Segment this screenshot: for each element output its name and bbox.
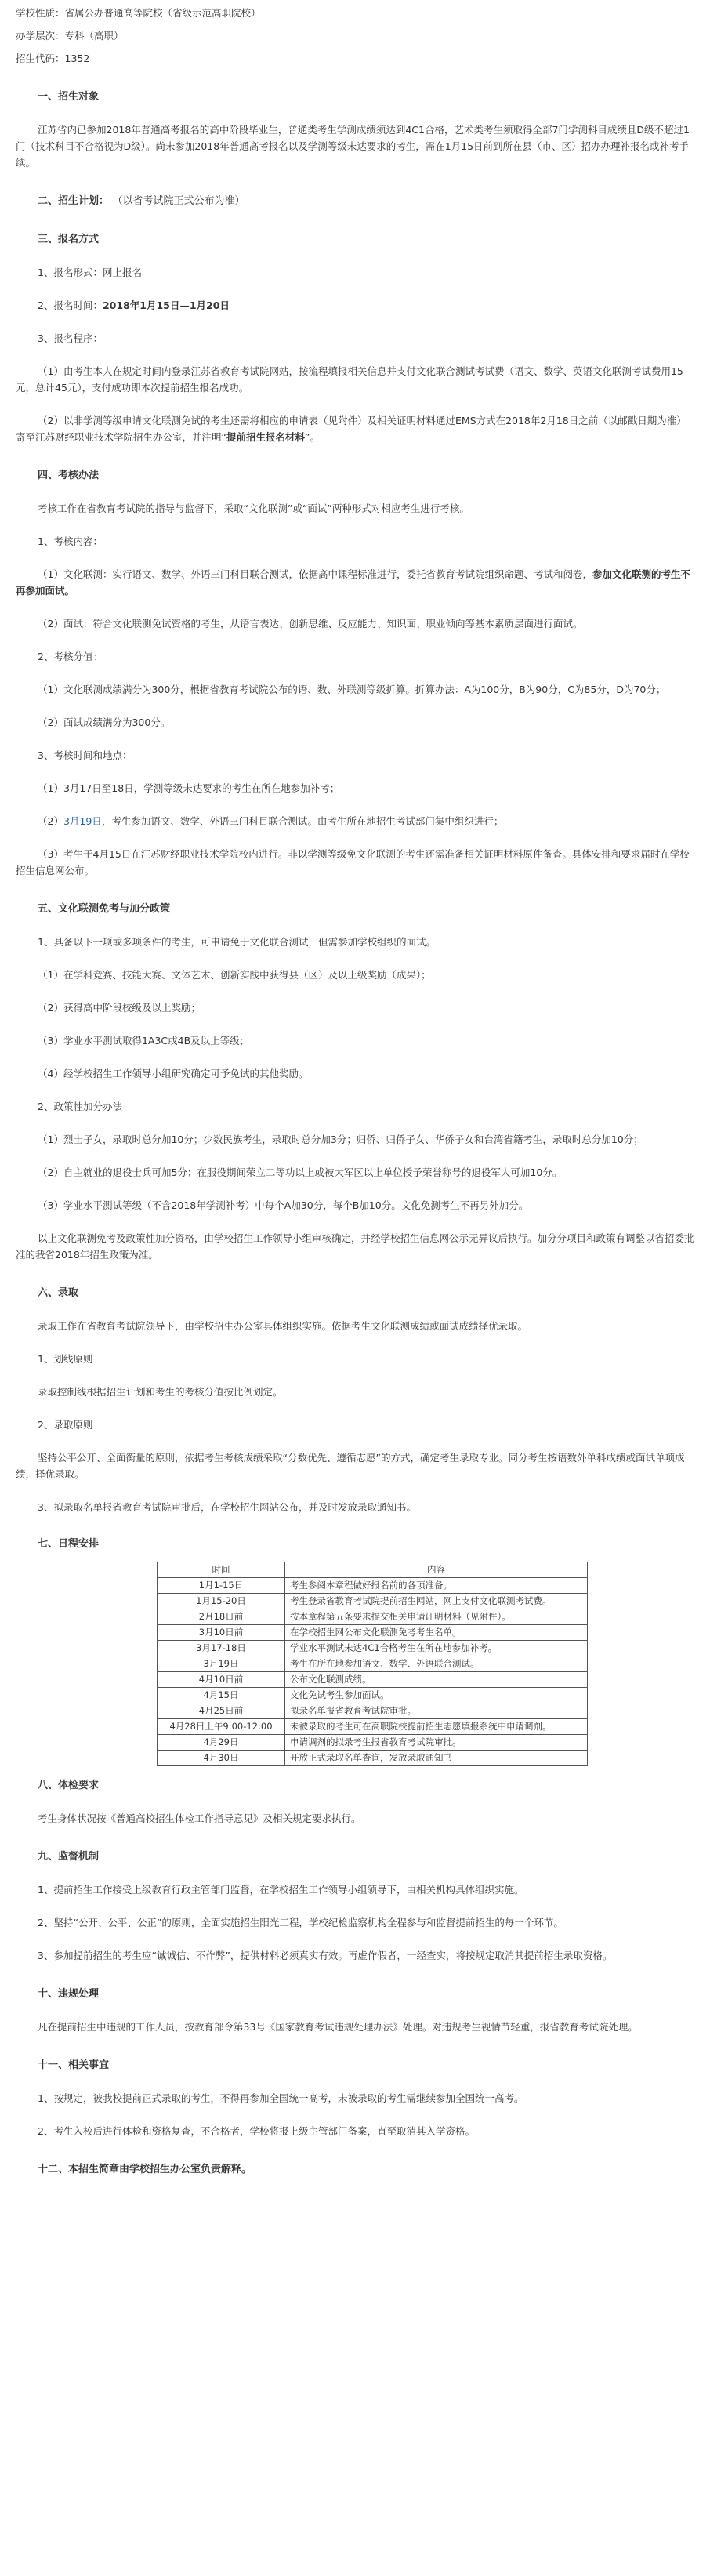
schedule-row (158, 1703, 588, 1719)
plan-title: 二、招生计划： (38, 195, 110, 207)
admission-list: 3、拟录取名单报省教育考试院审批后，在学校招生网站公布，并及时发放录取通知书。 (38, 1501, 416, 1513)
schedule-content: 考生参阅本章程做好报名前的各项准备。 (285, 1578, 588, 1594)
schedule-content: 按本章程第五条要求提交相关申请证明材料（见附件）。 (285, 1609, 588, 1625)
matters-2: 2、考生入校后进行体检和资格复查，不合格者，学校将报上级主管部门备案，直至取消其入学资格。 (38, 2125, 475, 2137)
school-code: 招生代码：1352 (16, 53, 90, 64)
schedule-time: 4月30日 (158, 1751, 285, 1766)
assessment-time-3: （3）考生于4月15日在江苏财经职业技术学院校内进行。非以学测等级免文化联测的考生还需准备相关证明材料原件备查。具体安排和要求届时在学校招生信息网公布。 (16, 848, 690, 876)
section-title-admission: 六、录取 (38, 1287, 79, 1299)
schedule-row (158, 1641, 588, 1656)
schedule-header-content: 内容 (285, 1562, 588, 1578)
schedule-time: 4月28日上午9:00-12:00 (158, 1719, 285, 1735)
schedule-header-row (158, 1562, 588, 1578)
supervision-2: 2、坚持“公开、公平、公正”的原则，全面实施招生阳光工程，学校纪检监察机构全程参与和监督提前招生的每一个环节。 (38, 1917, 563, 1928)
schedule-row (158, 1656, 588, 1672)
assessment-time-2-prefix: （2） (38, 815, 63, 827)
schedule-content: 考生在所在地参加语文、数学、外语联合测试。 (285, 1656, 588, 1672)
exemption-intro: 1、具备以下一项或多项条件的考生，可申请免于文化联合测试，但需参加学校组织的面试。 (38, 936, 436, 948)
section-title-violations: 十、违规处理 (38, 1988, 100, 2000)
schedule-time: 3月17-18日 (158, 1641, 285, 1656)
registration-step-2-bold: 提前招生报名材料 (226, 431, 305, 443)
exemption-item-4: （4）经学校招生工作领导小组研究确定可予免试的其他奖励。 (38, 1068, 309, 1079)
registration-time-value: 2018年1月15日—1月20日 (102, 299, 230, 311)
section-title-health: 八、体检要求 (38, 1780, 100, 1791)
schedule-row (158, 1751, 588, 1766)
assessment-content-2: （2）面试：符合文化联测免试资格的考生，从语言表达、创新思维、反应能力、知识面、职业倾向等基本素质层面进行面试。 (38, 618, 583, 629)
exemption-item-2: （2）获得高中阶段校级及以上奖励； (38, 1002, 201, 1014)
school-level: 办学层次：专科（高职） (16, 30, 124, 42)
registration-step-2-text: （2）以非学测等级申请文化联测免试的考生还需将相应的申请表（见附件）及相关证明材料通过EMS方式在2018年2月18日之前（以邮戳日期为准）寄至江苏财经职业技术学院招生办公室，并注明“ (16, 415, 686, 443)
registration-time-label: 2、报名时间： (38, 299, 103, 311)
section-title-applicants: 一、招生对象 (38, 91, 100, 103)
schedule-row (158, 1672, 588, 1688)
schedule-time: 4月15日 (158, 1688, 285, 1703)
applicants-paragraph: 江苏省内已参加2018年普通高考报名的高中阶段毕业生，普通类考生学测成绩须达到4C1合格，艺术类考生须取得全部7门学测科目成绩且D级不超过1门（技术科目不合格视为D级）。尚未参加2018年普通高考报名以及学测等级未达要求的考生，需在1月15日前到所在县（市、区）招办办理补报名或补考手续。 (16, 124, 690, 169)
schedule-header-time: 时间 (158, 1562, 285, 1578)
section-title-assessment: 四、考核办法 (38, 470, 100, 481)
schedule-time: 4月25日前 (158, 1703, 285, 1719)
schedule-content: 在学校招生网公布文化联测免考考生名单。 (285, 1625, 588, 1641)
schedule-row (158, 1609, 588, 1625)
schedule-content: 开放正式录取名单查询，发放录取通知书 (285, 1751, 588, 1766)
schedule-content: 考生登录省教育考试院提前招生网站，网上支付文化联测考试费。 (285, 1594, 588, 1609)
assessment-score-title: 2、考核分值： (38, 651, 103, 662)
assessment-time-2-date: 3月19日 (63, 815, 102, 827)
assessment-score-2: （2）面试成绩满分为300分。 (38, 717, 171, 728)
schedule-content: 申请调剂的拟录考生报省教育考试院审批。 (285, 1735, 588, 1751)
bonus-item-3: （3）学业水平测试等级（不含2018年学测补考）中每个A加30分，每个B加10分。文化免测考生不再另外加分。 (38, 1199, 529, 1211)
bonus-item-1: （1）烈士子女，录取时总分加10分；少数民族考生，录取时总分加3分；归侨、归侨子女、华侨子女和台湾省籍考生，录取时总分加10分； (38, 1134, 643, 1145)
schedule-time: 3月19日 (158, 1656, 285, 1672)
section-title-schedule: 七、日程安排 (38, 1538, 100, 1550)
registration-form: 1、报名形式：网上报名 (38, 267, 142, 278)
section-title-interpretation: 十二、本招生简章由学校招生办公室负责解释。 (38, 2164, 252, 2175)
schedule-row (158, 1625, 588, 1641)
matters-1: 1、按规定，被我校提前正式录取的考生，不得再参加全国统一高考，未被录取的考生需继续参加全国统一高考。 (38, 2092, 524, 2104)
registration-step-2-end: ”。 (305, 431, 320, 443)
exemption-item-3: （3）学业水平测试取得1A3C或4B及以上等级； (38, 1035, 250, 1047)
assessment-intro: 考核工作在省教育考试院的指导与监督下，采取“文化联测”或“面试”两种形式对相应考生进行考核。 (38, 503, 469, 514)
admission-intro: 录取工作在省教育考试院领导下，由学校招生办公室具体组织实施。依据考生文化联测成绩或面试成绩择优录取。 (38, 1320, 528, 1332)
schedule-content: 公布文化联测成绩。 (285, 1672, 588, 1688)
schedule-content: 文化免试考生参加面试。 (285, 1688, 588, 1703)
schedule-time: 4月29日 (158, 1735, 285, 1751)
schedule-content: 未被录取的考生可在高职院校提前招生志愿填报系统中申请调剂。 (285, 1719, 588, 1735)
schedule-row (158, 1578, 588, 1594)
admission-line-text: 录取控制线根据招生计划和考生的考核分值按比例划定。 (38, 1386, 283, 1398)
school-nature: 学校性质：省属公办普通高等院校（省级示范高职院校） (16, 7, 261, 19)
section-title-supervision: 九、监督机制 (38, 1851, 100, 1863)
assessment-content-1-text: （1）文化联测：实行语文、数学、外语三门科目联合测试，依据高中课程标准进行，委托省教育考试院组织命题、考试和阅卷， (38, 568, 592, 580)
admission-principle-text: 坚持公平公开、全面衡量的原则，依据考生考核成绩采取“分数优先、遵循志愿”的方式，确定考生录取专业。同分考生按语数外单科成绩或面试单项成绩，择优录取。 (16, 1452, 685, 1480)
assessment-content-1-bold: 参加文化联测的考生不再参加面试。 (16, 568, 690, 597)
exemption-item-1: （1）在学科竞赛、技能大赛、文体艺术、创新实践中获得县（区）及以上级奖励（成果）； (38, 969, 431, 981)
schedule-content: 拟录名单报省教育考试院审批。 (285, 1703, 588, 1719)
bonus-title: 2、政策性加分办法 (38, 1101, 122, 1112)
schedule-row (158, 1735, 588, 1751)
violations-text: 凡在提前招生中违规的工作人员，按教育部令第33号《国家教育考试违规处理办法》处理。对违规考生视情节轻重，报省教育考试院处理。 (38, 2021, 638, 2033)
registration-step-1: （1）由考生本人在规定时间内登录江苏省教育考试院网站，按流程填报相关信息并支付文化联合测试考试费（语文、数学、英语文化联测考试费用15元，总计45元），支付成功即本次提前招生报名成功。 (16, 365, 683, 394)
schedule-row (158, 1719, 588, 1735)
schedule-time: 4月10日前 (158, 1672, 285, 1688)
schedule-time: 3月10日前 (158, 1625, 285, 1641)
section-title-plan (16, 182, 694, 220)
assessment-score-1: （1）文化联测成绩满分为300分，根据省教育考试院公布的语、数、外联测等级折算。折算办法：A为100分，B为90分，C为85分，D为70分； (38, 684, 666, 695)
bonus-note: 以上文化联测免考及政策性加分资格，由学校招生工作领导小组审核确定，并经学校招生信息网公示无异议后执行。加分分项目和政策有调整以省招委批准的我省2018年招生政策为准。 (16, 1232, 694, 1261)
schedule-content: 学业水平测试未达4C1合格考生在所在地参加补考。 (285, 1641, 588, 1656)
schedule-table (157, 1562, 588, 1766)
assessment-time-2 (16, 807, 694, 840)
assessment-time-1: （1）3月17日至18日，学测等级未达要求的考生在所在地参加补考； (38, 782, 340, 794)
section-title-registration: 三、报名方式 (38, 234, 100, 245)
health-text: 考生身体状况按《普通高校招生体检工作指导意见》及相关规定要求执行。 (38, 1812, 361, 1824)
assessment-content-title: 1、考核内容： (38, 535, 103, 547)
admission-brochure (16, 0, 694, 2189)
supervision-3: 3、参加提前招生的考生应“诚诚信、不作弊”，提供材料必须真实有效。再虚作假者，一经查实，将按规定取消其提前招生录取资格。 (38, 1950, 613, 1961)
schedule-row (158, 1594, 588, 1609)
registration-steps-title: 3、报名程序： (38, 332, 103, 344)
assessment-content-1 (16, 561, 694, 610)
schedule-time: 1月1-15日 (158, 1578, 285, 1594)
section-title-exemption: 五、文化联测免考与加分政策 (38, 903, 171, 915)
bonus-item-2: （2）自主就业的退役士兵可加5分；在服役期间荣立二等功以上或被大军区以上单位授予荣誉称号的退役军人可加10分。 (38, 1166, 563, 1178)
section-title-matters: 十一、相关事宜 (38, 2059, 110, 2071)
assessment-time-2-text: ，考生参加语文、数学、外语三门科目联合测试。由考生所在地招生考试部门集中组织进行； (101, 815, 504, 827)
school-meta (16, 0, 694, 78)
schedule-time: 2月18日前 (158, 1609, 285, 1625)
admission-line-title: 1、划线原则 (38, 1353, 93, 1365)
admission-principle-title: 2、录取原则 (38, 1419, 93, 1431)
schedule-time: 1月15-20日 (158, 1594, 285, 1609)
registration-step-2 (16, 407, 694, 456)
plan-note: （以省考试院正式公布为准） (112, 195, 245, 207)
supervision-1: 1、提前招生工作接受上级教育行政主管部门监督，在学校招生工作领导小组领导下，由相关机构具体组织实施。 (38, 1884, 524, 1896)
assessment-time-title: 3、考核时间和地点： (38, 749, 132, 761)
registration-time (16, 292, 694, 325)
schedule-row (158, 1688, 588, 1703)
